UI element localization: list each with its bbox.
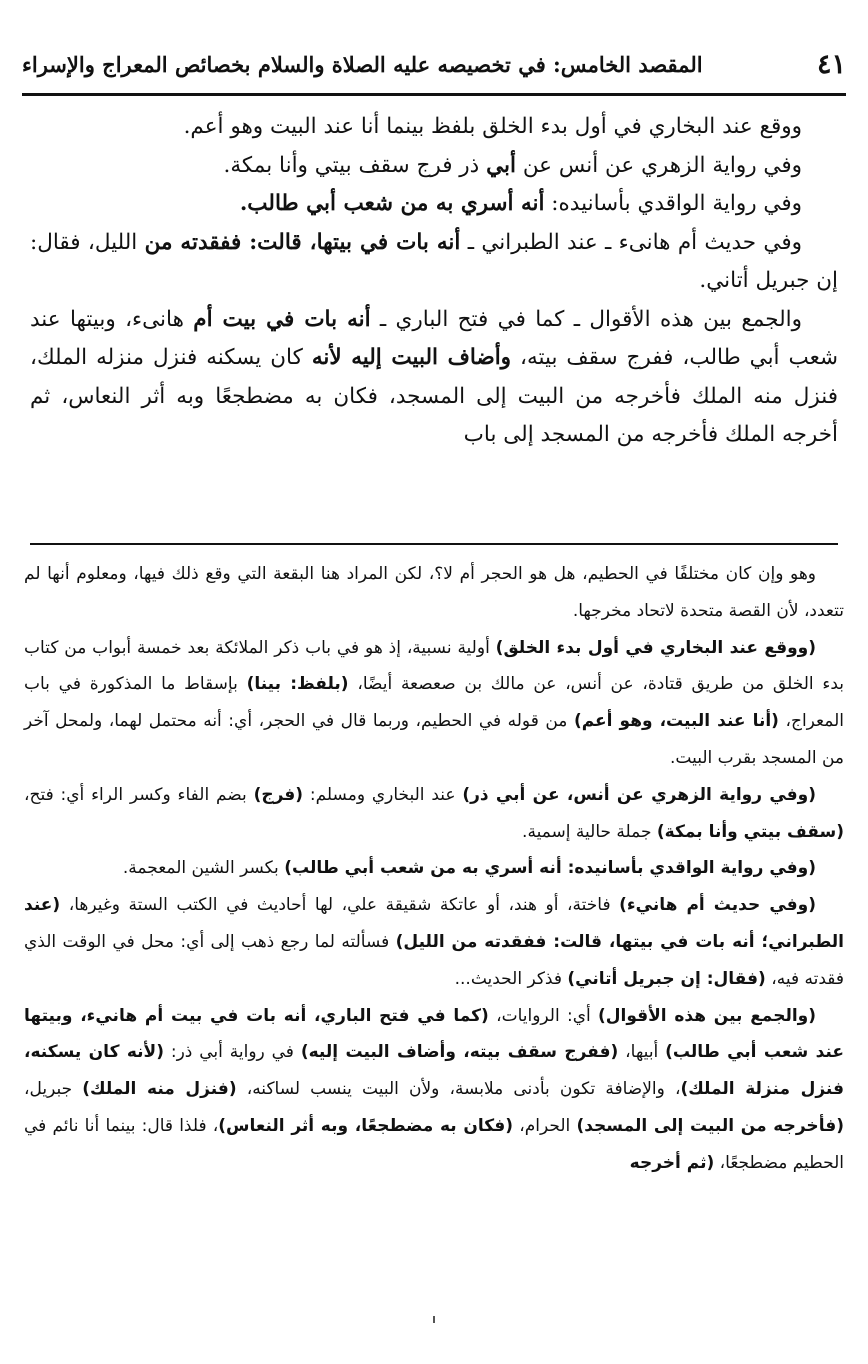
text-run: جبريل، — [24, 1079, 83, 1100]
main-paragraph — [30, 224, 838, 301]
commentary-paragraph — [24, 556, 844, 630]
bold-run: (ثم أخرجه — [629, 1152, 715, 1173]
footnote-separator — [30, 543, 838, 545]
bold-run: وأضاف البيت إليه لأنه — [311, 345, 512, 370]
text-run: وفي رواية الواقدي بأسانيده: — [544, 191, 802, 216]
bold-run: (والجمع بين هذه الأقوال) — [597, 1005, 816, 1026]
bold-run: (فأخرجه من البيت إلى المسجد) — [576, 1115, 844, 1136]
main-paragraph — [30, 147, 838, 186]
page-number: ٤١ — [816, 48, 846, 80]
text-run: فذكر الحديث... — [454, 968, 568, 989]
text-run: عند البخاري ومسلم: — [303, 784, 463, 805]
bold-run: أنه أسري به من شعب أبي طالب. — [239, 191, 545, 216]
commentary-paragraph — [24, 777, 844, 851]
text-run: أولية نسبية، إذ هو في باب ذكر الملائكة بعد خمسة أبواب من كتاب بدء الخلق من طريق قتادة، عن أنس، عن مالك بن صعصعة أيضًا، — [24, 637, 844, 695]
text-run: وفي رواية الزهري عن أنس عن — [515, 152, 802, 178]
text-run: جملة حالية إسمية. — [522, 821, 657, 842]
text-run: بكسر الشين المعجمة. — [122, 858, 285, 879]
page-speck — [433, 1316, 435, 1323]
bold-run: (وفي حديث أم هانيء) — [619, 895, 816, 916]
text-run: بإسقاط ما المذكورة في باب المعراج، — [24, 674, 844, 732]
bold-run: (ففرج سقف بيته، وأضاف البيت إليه) — [300, 1042, 619, 1063]
bold-run: أبي — [486, 152, 516, 178]
bold-run: (فرج) — [253, 784, 304, 805]
bold-run: (كما في فتح الباري، أنه بات في بيت أم هانيء، وبيتها عند شعب أبي طالب) — [24, 1005, 844, 1063]
page-header — [22, 36, 846, 92]
text-run: ووقع عند البخاري في أول بدء الخلق بلفظ بينما أنا عند البيت وهو أعم. — [183, 114, 802, 139]
text-run: والجمع بين هذه الأقوال ـ كما في فتح الباري ـ — [370, 306, 803, 332]
commentary-paragraph — [24, 850, 844, 887]
text-run: ، فلذا قال: بينما أنا نائم في الحطيم مضطجعًا، — [24, 1115, 844, 1173]
bold-run: (فكان به مضطجعًا، وبه أثر النعاس) — [218, 1115, 514, 1136]
text-run: فاختة، أو هند، أو عاتكة شقيقة علي، لها أحاديث في الكتب الستة وغيرها، — [60, 895, 620, 916]
text-run: فسألته لما رجع ذهب إلى أي: محل في الوقت الذي فقدته فيه، — [24, 931, 844, 989]
text-run: وفي حديث أم هانىء ـ عند الطبراني ـ — [460, 229, 803, 255]
bold-run: (وفي رواية الواقدي بأسانيده: أنه أسري به من شعب أبي طالب) — [284, 858, 816, 879]
text-run: ، والإضافة تكون بأدنى ملابسة، ولأن البيت ينسب لساكنه، — [236, 1079, 681, 1100]
main-paragraph — [30, 108, 838, 147]
bold-run: (فنزل منه الملك) — [82, 1079, 237, 1100]
commentary-paragraph — [24, 630, 844, 777]
bold-run: (عند الطبراني؛ أنه بات في بيتها، قالت: ففقدته من الليل) — [24, 895, 844, 952]
commentary — [24, 556, 844, 1182]
text-run: ذر فرج سقف بيتي وأنا بمكة. — [223, 152, 487, 178]
bold-run: (وفي رواية الزهري عن أنس، عن أبي ذر) — [462, 784, 816, 805]
text-run: هانىء، وبيتها عند شعب أبي طالب، ففرج سقف بيته، — [30, 306, 838, 370]
text-run: وهو وإن كان مختلفًا في الحطيم، هل هو الحجر أم لا؟، لكن المراد هنا البقعة التي وقع ذلك فيها، ومعلوم أنها لم تتعدد، لأن القصة متحدة لاتحاد مخرجها. — [24, 564, 844, 621]
text-run: أبيها، — [618, 1042, 666, 1063]
running-title: المقصد الخامس: في تخصيصه عليه الصلاة والسلام بخصائص المعراج والإسراء — [22, 51, 703, 77]
bold-run: (لأنه كان يسكنه، فنزل منزلة الملك) — [24, 1042, 844, 1100]
commentary-paragraph — [24, 887, 844, 997]
text-run: من قوله في الحطيم، وربما قال في الحجر، أي: أنه محتمل لهما، ولمحل آخر من المسجد بقرب البيت. — [24, 711, 844, 768]
commentary-paragraph — [24, 998, 844, 1182]
main-paragraph — [30, 301, 838, 455]
bold-run: (سقف بيتي وأنا بمكة) — [656, 821, 844, 842]
header-rule — [22, 93, 846, 96]
main-paragraph — [30, 185, 838, 224]
text-run: الحرام، — [513, 1115, 577, 1136]
bold-run: أنه بات في بيتها، قالت: ففقدته من — [144, 229, 461, 255]
text-run: كان يسكنه فنزل منزله الملك، فنزل منه الملك فأخرجه من البيت إلى المسجد، فكان به مضطجعًا وبه أثر النعاس، ثم أخرجه الملك فأخرجه من المسجد إلى باب — [30, 345, 838, 447]
bold-run: (ووقع عند البخاري في أول بدء الخلق) — [495, 637, 816, 658]
bold-run: (بلفظ: بينا) — [246, 674, 349, 695]
text-run: في رواية أبي ذر: — [163, 1042, 301, 1063]
main-text — [30, 108, 838, 455]
bold-run: (أنا عند البيت، وهو أعم) — [573, 711, 779, 732]
text-run: بضم الفاء وكسر الراء أي: فتح، — [24, 784, 254, 805]
bold-run: (فقال: إن جبريل أتاني) — [567, 968, 766, 989]
bold-run: أنه بات في بيت أم — [193, 306, 371, 332]
text-run: الليل، فقال: إن جبريل أتاني. — [30, 229, 838, 293]
text-run: أي: الروايات، — [488, 1005, 598, 1026]
